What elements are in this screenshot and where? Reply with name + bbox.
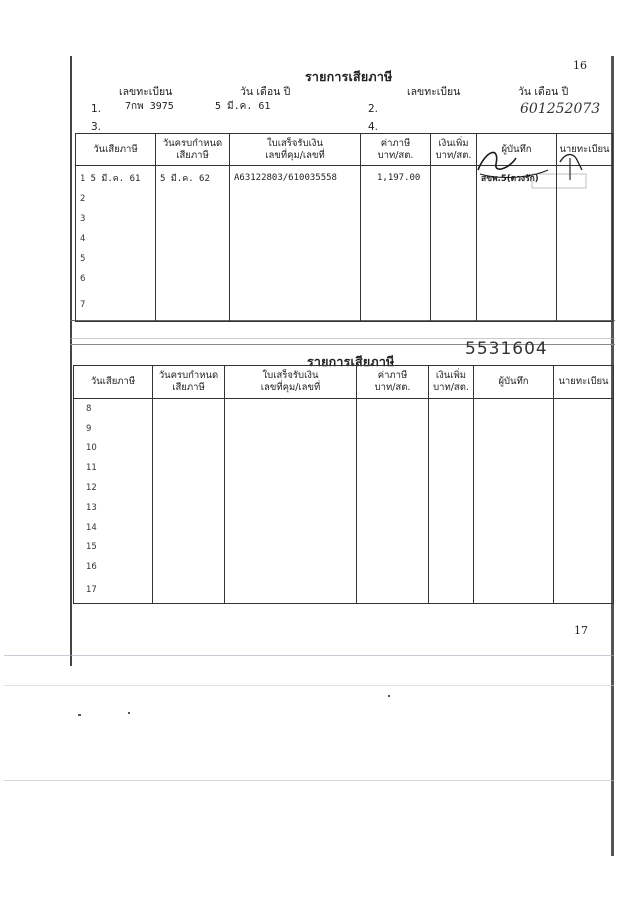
scan-margin-left: [70, 56, 72, 666]
row-number: 9: [86, 423, 92, 434]
row-number: 4: [80, 233, 86, 244]
col-header-surcharge: เงินเพิ่ม บาท/สต.: [429, 366, 474, 399]
col-header-recorder: ผู้บันทึก: [477, 134, 557, 166]
reg-row-num: 3.: [91, 121, 102, 133]
recorder: สขพ.5(ดวงรัก): [477, 166, 557, 190]
serial-number: 5531604: [465, 339, 548, 354]
col-header-receipt: ใบเสร็จรับเงิน เลขที่คุม/เลขที่: [225, 366, 357, 399]
col-header-tax: ค่าภาษี บาท/สต.: [357, 366, 429, 399]
table-row: [74, 538, 614, 558]
reg-label-left: เลขทะเบียน: [119, 86, 173, 98]
page-number-bottom: 17: [574, 624, 588, 637]
reg-label-right: เลขทะเบียน: [407, 86, 461, 98]
table-row: [74, 439, 614, 459]
row-number: 6: [80, 273, 86, 284]
table-row: [76, 209, 613, 229]
due-date: 5 มี.ค. 62: [156, 166, 230, 190]
date-label-left: วัน เดือน ปี: [240, 86, 291, 98]
table-row: [74, 399, 614, 419]
col-header-receipt: ใบเสร็จรับเงิน เลขที่คุม/เลขที่: [230, 134, 361, 166]
table-row: [74, 458, 614, 478]
reg-row-num: 2.: [368, 103, 379, 115]
col-header-due-date: วันครบกำหนด เสียภาษี: [156, 134, 230, 166]
row-number: 8: [86, 403, 92, 414]
page-number-top: 16: [573, 59, 587, 72]
table-row: [76, 190, 613, 210]
col-header-registrar: นายทะเบียน: [554, 366, 614, 399]
row-number: 1: [80, 173, 86, 184]
row-number: 11: [86, 463, 97, 474]
table-row: [74, 557, 614, 577]
row-number: 10: [86, 443, 97, 454]
table-row: [76, 288, 613, 321]
row-number: 13: [86, 502, 97, 513]
table-row: [74, 478, 614, 498]
row-number: 7: [80, 299, 86, 310]
row-number: 3: [80, 214, 86, 225]
date-label-right: วัน เดือน ปี: [518, 86, 569, 98]
table-row: [74, 518, 614, 538]
scan-speck: [128, 712, 130, 714]
reg-row-num: 1.: [91, 103, 102, 115]
col-header-paid-date: วันเสียภาษี: [74, 366, 153, 399]
section2-title: รายการเสียภาษี: [307, 354, 395, 369]
row-number: 15: [86, 542, 97, 553]
receipt-number: A63122803/610035558: [230, 166, 361, 190]
table-row: [76, 269, 613, 289]
table-row: [74, 577, 614, 603]
section1-title: รายการเสียภาษี: [305, 69, 393, 84]
row-number: 14: [86, 522, 97, 533]
scan-speck: [388, 695, 390, 697]
col-header-paid-date: วันเสียภาษี: [76, 134, 156, 166]
table-row: [74, 498, 614, 518]
table-row: [76, 249, 613, 269]
handwritten-number: 601252073: [520, 101, 601, 117]
scan-speck: [78, 714, 81, 716]
row-number: 12: [86, 483, 97, 494]
row-number: 16: [86, 562, 97, 573]
license-plate: 7กพ 3975: [125, 101, 174, 112]
scan-artifact-line: [4, 780, 614, 781]
reg-row-num: 4.: [368, 121, 379, 133]
col-header-registrar: นายทะเบียน: [557, 134, 613, 166]
col-header-recorder: ผู้บันทึก: [474, 366, 554, 399]
signature-stamp: [470, 140, 590, 192]
row-number: 2: [80, 194, 86, 205]
scan-artifact-line: [4, 655, 614, 656]
table-row: [76, 229, 613, 249]
col-header-due-date: วันครบกำหนด เสียภาษี: [153, 366, 225, 399]
col-header-tax: ค่าภาษี บาท/สต.: [361, 134, 431, 166]
paid-date: 5 มี.ค. 61: [90, 173, 141, 184]
row-number: 17: [86, 584, 97, 595]
tax-table-2: [73, 365, 614, 604]
row-number: 5: [80, 253, 86, 264]
registration-date: 5 มี.ค. 61: [215, 101, 271, 112]
tax-amount: 1,197.00: [361, 166, 431, 190]
table-row: [74, 419, 614, 439]
scan-artifact-line: [4, 685, 614, 686]
col-header-surcharge: เงินเพิ่ม บาท/สต.: [431, 134, 477, 166]
